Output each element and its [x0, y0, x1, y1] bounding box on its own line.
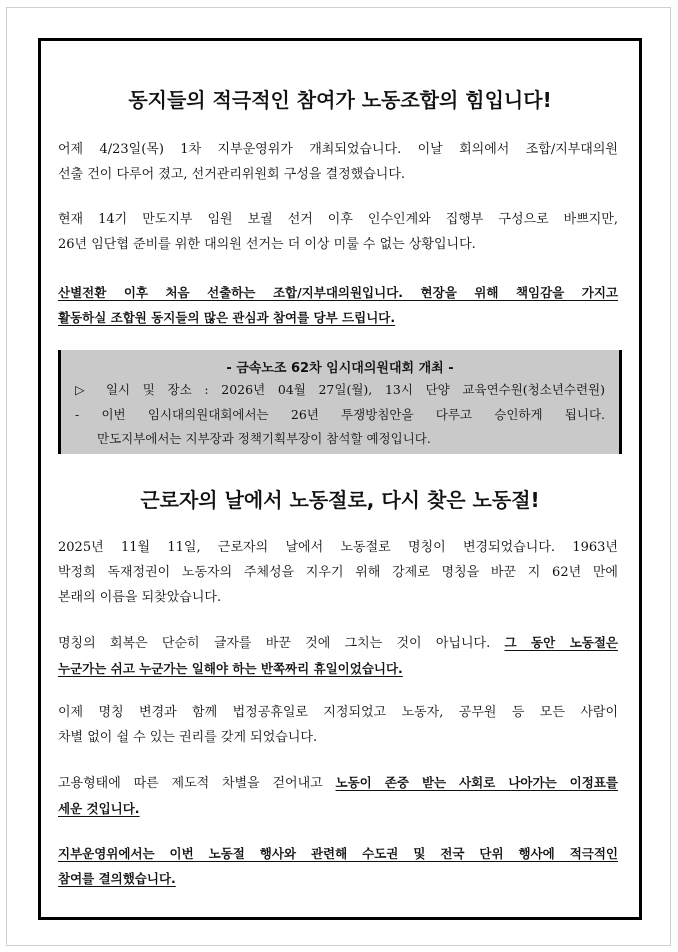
plain-text: 명칭의 회복은 단순히 글자를 바꾼 것에 그치는 것이 아닙니다. [58, 636, 491, 651]
section1-title: 동지들의 적극적인 참여가 노동조합의 힘입니다! [128, 88, 552, 112]
section2-paragraph-2 [58, 630, 618, 681]
text-line: 선출 건이 다루어 졌고, 선거관리위원회 구성을 결정했습니다. [58, 167, 406, 182]
notice-box [58, 350, 622, 454]
emphasis-text: 노동이 존중 받는 사회로 나아가는 이정표를 [335, 775, 618, 790]
emphasis-line: 활동하실 조합원 동지들의 많은 관심과 참여를 당부 드립니다. [58, 310, 396, 325]
plain-text: 고용형태에 따른 제도적 차별을 걷어내고 [58, 776, 323, 791]
emphasis-text: 그 동안 노동절은 [504, 635, 618, 650]
text-line: 어제 4/23일(목) 1차 지부운영위가 개최되었습니다. 이날 회의에서 조합/지부대의원 [58, 142, 618, 157]
text-line: 26년 임단협 준비를 위한 대의원 선거는 더 이상 미룰 수 없는 상황입니다. [58, 237, 476, 252]
section2-paragraph-4 [58, 770, 618, 821]
text-line: 차별 없이 쉴 수 있는 권리를 갖게 되었습니다. [58, 730, 318, 745]
section2-paragraph-1 [58, 535, 618, 610]
section1-emphasis-paragraph [58, 280, 618, 330]
text-line: 박정희 독재정권이 노동자의 주체성을 지우기 위해 강제로 명칭을 바꾼 지 62년 만에 [58, 565, 618, 580]
emphasis-line: 참여를 결의했습니다. [58, 871, 176, 886]
section2-title: 근로자의 날에서 노동절로, 다시 찾은 노동절! [140, 488, 540, 512]
emphasis-line: 누군가는 쉬고 누군가는 일해야 하는 반쪽짜리 휴일이었습니다. [58, 661, 403, 676]
section1-paragraph-1 [58, 137, 618, 187]
text-line: 현재 14기 만도지부 임원 보궐 선거 이후 인수인계와 집행부 구성으로 바쁘지만, [58, 212, 618, 227]
notice-attendees: 만도지부에서는 지부장과 정책기획부장이 참석할 예정입니다. [97, 431, 431, 446]
section2-paragraph-3 [58, 700, 618, 750]
notice-title: - 금속노조 62차 임시대의원대회 개최 - [226, 361, 454, 376]
text-line: 본래의 이름을 되찾았습니다. [58, 590, 222, 605]
emphasis-line: 세운 것입니다. [58, 801, 140, 816]
text-line: 2025년 11월 11일, 근로자의 날에서 노동절로 명칭이 변경되었습니다. 1963년 [58, 540, 618, 555]
emphasis-line: 지부운영위에서는 이번 노동절 행사와 관련해 수도권 및 전국 단위 행사에 적극적인 [58, 846, 618, 861]
text-line [58, 770, 618, 796]
text-line: 이제 명칭 변경과 함께 법정공휴일로 지정되었고 노동자, 공무원 등 모든 사람이 [58, 705, 618, 720]
notice-detail: - 이번 임시대의원대회에서는 26년 투쟁방침안을 다루고 승인하게 됩니다. [75, 407, 605, 422]
section2-closing-paragraph [58, 841, 618, 891]
text-line [58, 630, 618, 656]
section1-paragraph-2 [58, 207, 618, 257]
emphasis-line: 산별전환 이후 처음 선출하는 조합/지부대의원입니다. 현장을 위해 책임감을 가지고 [58, 285, 618, 300]
notice-schedule: ▷ 일시 및 장소 : 2026년 04월 27일(월), 13시 단양 교육연수원(청소년수련원) [75, 382, 605, 397]
